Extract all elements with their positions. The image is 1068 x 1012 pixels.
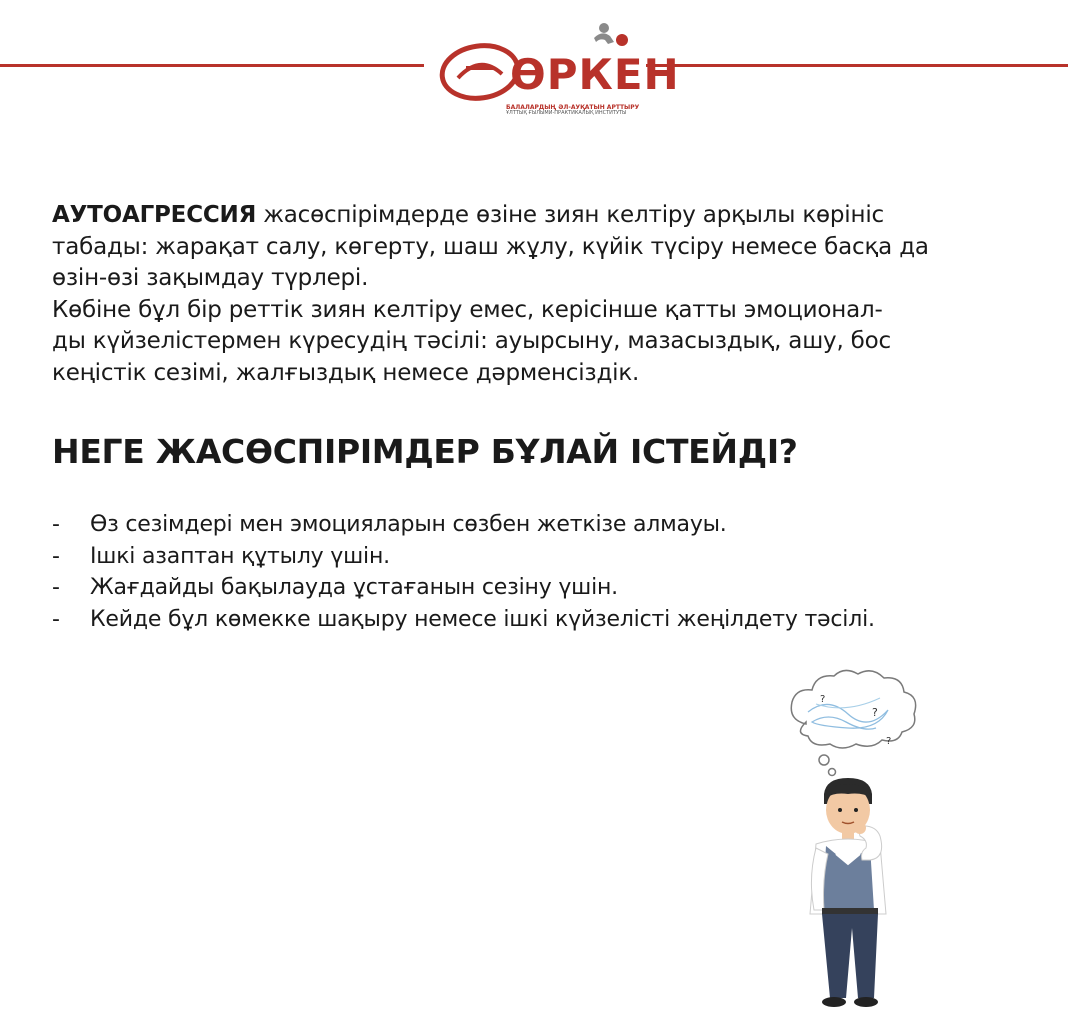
list-item-text: Ішкі азаптан құтылу үшін. [90,543,390,569]
list-item [52,541,1052,573]
cloud-question-mark-2: ? [872,706,878,719]
bullet-dash: - [52,543,60,569]
logo-subtitle-primary: БАЛАЛАРДЫҢ ӘЛ-АУҚАТЫН АРТТЫРУ [506,104,640,111]
thinking-boy-illustration [776,664,940,1008]
intro-line-1 [52,200,1032,232]
intro-line-4: Көбіне бұл бір реттік зиян келтіру емес, керісінше қатты эмоционал- [52,296,883,323]
intro-line-5: ды күйзелістермен күресудің тәсілі: ауырсыну, мазасыздық, ашу, бос [52,328,891,354]
bullet-dash: - [52,512,60,537]
intro-line-3: өзін-өзі зақымдау түрлері. [52,265,369,291]
list-item [52,604,1052,636]
intro-line-6: кеңістік сезімі, жалғыздық немесе дәрменсіздік. [52,359,640,386]
intro-section [52,200,1032,389]
list-item-text: Жағдайды бақылауда ұстағанын сезіну үшін. [90,575,618,600]
intro-term: АУТОАГРЕССИЯ [52,202,257,228]
orken-logo [436,20,680,120]
logo-subtitle-secondary: ҰЛТТЫҚ ҒЫЛЫМИ-ПРАКТИКАЛЫҚ ИНСТИТУТЫ [506,110,627,116]
bullet-dash: - [52,575,60,600]
list-item [52,509,1052,541]
header-divider-left [0,64,424,67]
cloud-question-mark-1: ? [820,694,826,705]
cloud-question-mark-3: ? [886,736,892,747]
section-heading: НЕГЕ ЖАСӨСПІРІМДЕР БҰЛАЙ ІСТЕЙДІ? [52,432,798,471]
intro-line-1-text: жасөспірімдерде өзіне зиян келтіру арқылы көрініс [256,202,884,228]
intro-line-2: табады: жарақат салу, көгерту, шаш жұлу, күйік түсіру немесе басқа да [52,233,929,260]
list-item [52,572,1052,604]
thinking-boy-icon [776,664,940,1008]
logo-title: ӨРКЕН [510,50,680,99]
reasons-list [52,509,1052,635]
header-divider-right [646,64,1068,67]
bullet-dash: - [52,606,60,632]
list-item-text: Өз сезімдері мен эмоцияларын сөзбен жеткізе алмауы. [90,512,727,537]
list-item-text: Кейде бұл көмекке шақыру немесе ішкі күйзелісті жеңілдету тәсілі. [90,606,875,632]
